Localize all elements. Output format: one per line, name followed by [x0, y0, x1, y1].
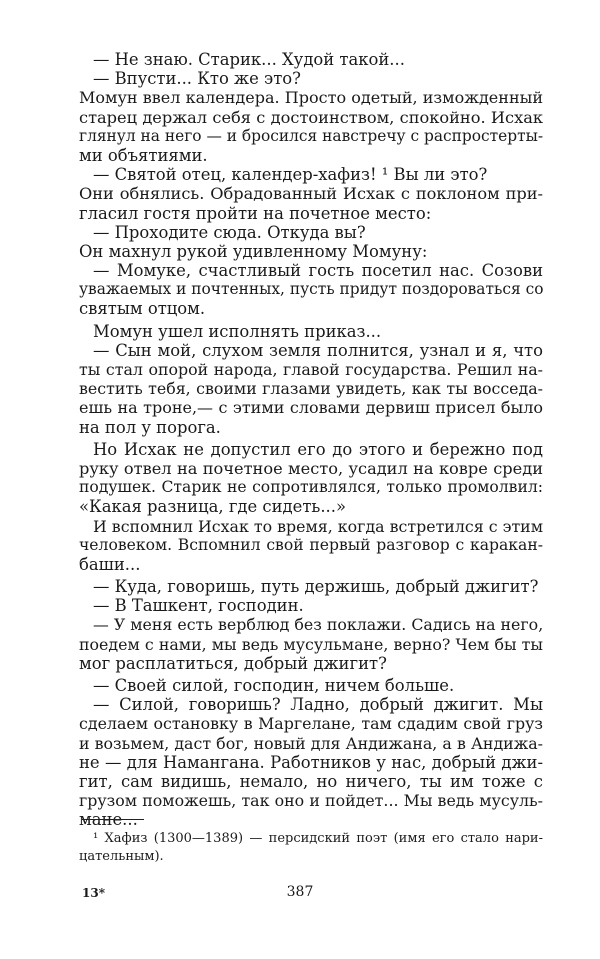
footnote — [79, 830, 543, 866]
text-line: уважаемых и почтенных, пусть придут поздороваться со — [79, 280, 544, 299]
signature-mark: 13* — [82, 886, 105, 900]
text-line: мог расплатиться, добрый джигит? — [79, 653, 387, 673]
text-line: — Силой, говоришь? Ладно, добрый джигит. Мы — [93, 695, 543, 715]
footnote-line: ¹ Хафиз (1300—1389) — персидский поэт (имя его стало нари- — [93, 831, 543, 846]
text-line: подушек. Старик не сопротивлялся, только промолвил: — [79, 478, 543, 497]
text-line: — В Ташкент, господин. — [93, 596, 304, 616]
text-line: грузом поможешь, так оно и пойдет... Мы ведь мусуль- — [79, 791, 543, 811]
text-line: — Впусти... Кто же это? — [93, 69, 301, 89]
text-line: глянул на него — и бросился навстречу с распростерты- — [79, 126, 544, 145]
text-line: человеком. Вспомнил свой первый разговор с каракан- — [79, 535, 543, 554]
text-line: — Своей силой, господин, ничем больше. — [93, 676, 455, 695]
text-line: вестить тебя, своими глазами увидеть, как ты восседа- — [79, 379, 543, 399]
text-line: — Святой отец, календер-хафиз! ¹ Вы ли это? — [93, 165, 488, 185]
text-line: не — для Намангана. Работников у нас, добрый джи- — [79, 752, 543, 772]
text-line: святым отцом. — [79, 299, 206, 319]
text-line: Момун ушел исполнять приказ... — [93, 321, 382, 341]
page-number: 387 — [286, 884, 314, 900]
text-line: мане... — [79, 810, 138, 830]
text-line: «Какая разница, где сидеть...» — [79, 497, 346, 517]
footnote-line: цательным). — [79, 849, 164, 864]
text-line: сделаем остановку в Маргелане, там сдадим свой груз — [79, 714, 543, 734]
text-line: баши... — [79, 554, 141, 574]
text-line: Но Исхак не допустил его до этого и бережно под — [93, 439, 543, 459]
footnote-divider — [82, 819, 144, 820]
text-line: гит, сам видишь, немало, но ничего, ты им тоже с — [79, 771, 543, 791]
text-line: — Проходите сюда. Откуда вы? — [93, 222, 366, 242]
text-line: поедем с нами, мы ведь мусульмане, верно? Чем бы ты — [79, 634, 543, 654]
text-line: ешь на троне,— с этими словами дервиш присел было — [79, 398, 543, 418]
text-line: руку отвел на почетное место, усадил на ковре среди — [79, 458, 543, 478]
text-line: Момун ввел календера. Просто одетый, изможденный — [79, 88, 543, 108]
text-line: старец держал себя с достоинством, спокойно. Исхак — [79, 107, 543, 127]
text-line: Он махнул рукой удивленному Момуну: — [79, 241, 428, 261]
body-text — [79, 50, 543, 830]
text-line: — Куда, говоришь, путь держишь, добрый джигит? — [93, 577, 539, 597]
text-line: — У меня есть верблюд без поклажи. Садись на него, — [93, 615, 544, 635]
text-line: Они обнялись. Обрадованный Исхак с поклоном при- — [79, 184, 543, 204]
text-line: И вспомнил Исхак то время, когда встретился с этим — [93, 516, 543, 536]
text-line: и возьмем, даст бог, новый для Андижана, а в Андижа- — [79, 733, 543, 753]
text-line: на пол у порога. — [79, 417, 221, 437]
text-line: гласил гостя пройти на почетное место: — [79, 203, 432, 223]
text-line: — Не знаю. Старик... Худой такой... — [93, 50, 405, 69]
text-line: — Сын мой, слухом земля полнится, узнал и я, что — [93, 340, 543, 360]
text-line: ты стал опорой народа, главой государства. Решил на- — [79, 360, 543, 379]
text-line: — Момуке, счастливый гость посетил нас. Созови — [93, 261, 543, 281]
text-line: ми объятиями. — [79, 145, 208, 165]
